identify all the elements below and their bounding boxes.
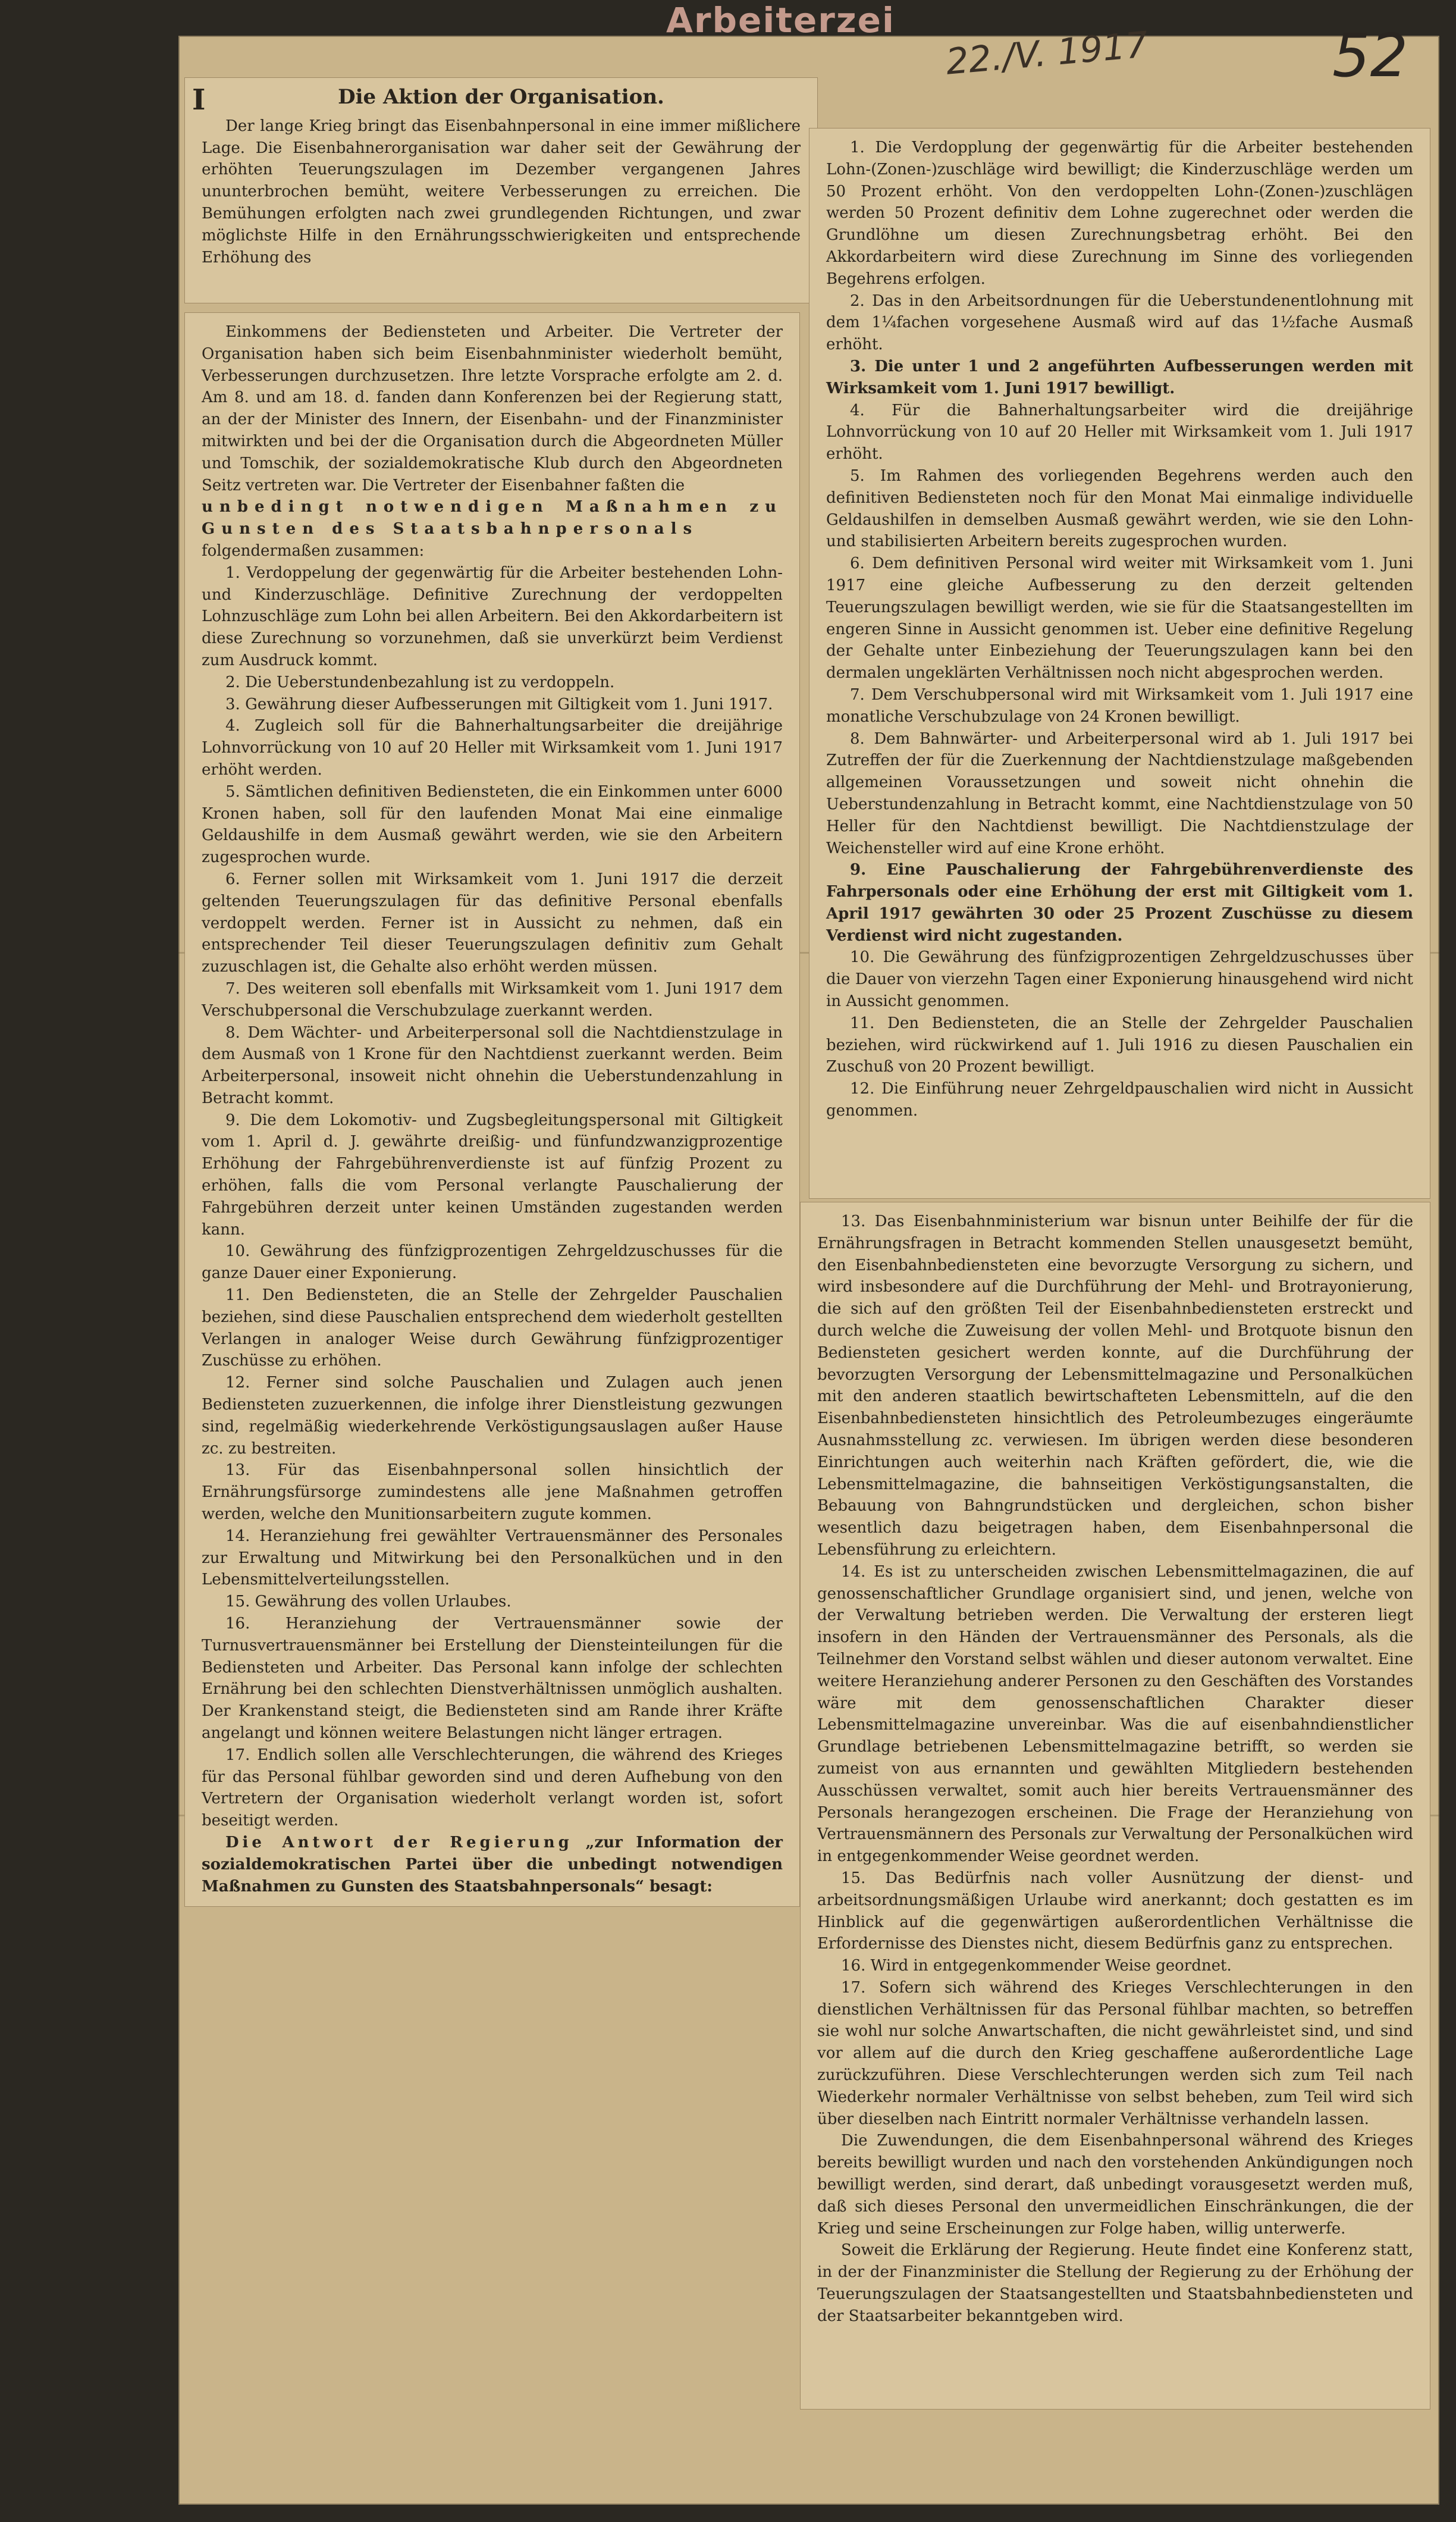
response-item: 14. Es ist zu unterscheiden zwischen Lebensmittelmagazinen, die auf genossenschaftlicher Grundlage organisiert sind, und jenen, welche von der Verwaltung betrieben werden. Die Verwaltung der ersteren liegt insofern in den Händen der Vertrauensmänner des Personals, als die Teilnehmer den Vorstand selbst wählen und dieser autonom verwaltet. Eine weitere Heranziehung anderer Personen zu den Geschäften des Vorstandes wäre mit dem genossenschaftlichen Charakter dieser Lebensmittelmagazine unvereinbar. Was die auf eisenbahndienstlicher Grundlage betriebenen Lebensmittelmagazine betrifft, so werden sie zumeist von aus ernannten und gewählten Mitgliedern bestehenden Ausschüssen verwaltet, somit auch hier bereits Vertrauensmänner des Personals herangezogen erscheinen. Die Frage der Heranziehung von Vertrauensmännern des Personals zur Verwaltung der Personalküchen wird in entgegenkommender Weise geordnet werden. — [817, 1562, 1413, 1866]
demand-item: 16. Heranziehung der Vertrauensmänner sowie der Turnusvertrauensmänner bei Erstellung der Diensteinteilungen für die Bediensteten und Arbeiter. Das Personal kann infolge der schlechten Ernährung bei den schlechten Dienstverhältnissen unmöglich aushalten. Der Krankenstand steigt, die Bediensteten sind am Rande ihrer Kräfte angelangt und können weitere Belastungen nicht länger ertragen. — [202, 1615, 783, 1742]
response-lead-tail: „zur Information der sozialdemokratischen Partei über die unbedingt notwendigen Maßnahmen zu Gunsten des Staatsbahnpersonals“ besagt: — [202, 1833, 783, 1896]
response-item: 9. Eine Pauschalierung der Fahrgebührenverdienste des Fahrpersonals oder eine Erhöhung der erst mit Giltigkeit vom 1. April 1917 gewährten 30 oder 25 Prozent Zuschüsse zu diesem Verdienst wird nicht zugestanden. — [826, 861, 1413, 945]
demand-item: 7. Des weiteren soll ebenfalls mit Wirksamkeit vom 1. Juni 1917 dem Verschubpersonal die Verschubzulage zuerkannt werden. — [202, 979, 783, 1020]
demand-item: 15. Gewährung des vollen Urlaubes. — [225, 1593, 512, 1611]
response-item: 4. Für die Bahnerhaltungsarbeiter wird die dreijährige Lohnvorrückung von 10 auf 20 Heller mit Wirksamkeit vom 1. Juli 1917 erhöht. — [826, 401, 1413, 463]
response-item: 8. Dem Bahnwärter- und Arbeiterpersonal wird ab 1. Juli 1917 bei Zutreffen der für die Zuerkennung der Nachtdienstzulage maßgebenden allgemeinen Voraussetzungen und soweit nicht ohnehin die Ueberstundenzahlung in Betracht kommt, eine Nachtdienstzulage von 50 Heller für den Nachtdienst bewilligt. Die Nachtdienstzulage der Weichensteller wird auf eine Krone erhöht. — [826, 729, 1413, 857]
response-item: 11. Den Bediensteten, die an Stelle der Zehrgelder Pauschalien beziehen, wird rückwirkend auf 1. Juli 1916 zu diesen Pauschalien ein Zuschuß von 20 Prozent bewilligt. — [826, 1014, 1413, 1076]
response-item: 16. Wird in entgegenkommender Weise geordnet. — [841, 1957, 1232, 1975]
demand-item: 12. Ferner sind solche Pauschalien und Zulagen auch jenen Bediensteten zuzuerkennen, die infolge ihrer Dienstleistung gezwungen sind, regelmäßig wiederkehrende Verköstigungsauslagen außer Hause zc. zu bestreiten. — [202, 1374, 783, 1458]
demand-item: 3. Gewährung dieser Aufbesserungen mit Giltigkeit vom 1. Juni 1917. — [225, 695, 773, 713]
clipping-demands — [184, 312, 800, 1907]
demand-item: 5. Sämtlichen definitiven Bediensteten, die ein Einkommen unter 6000 Kronen haben, soll für den laufenden Monat Mai eine einmalige Geldaushilfe in dem Ausmaß gewährt werden, wie sie den Arbeitern zugesprochen wurde. — [202, 782, 783, 867]
response-item: 5. Im Rahmen des vorliegenden Begehrens werden auch den definitiven Bediensteten noch für den Monat Mai einmalige individuelle Geldaushilfen in demselben Ausmaß gewährt werden, wie sie den Lohn- und stabilisierten Arbeitern bereits zugesprochen wurden. — [826, 466, 1413, 551]
response-item: 1. Die Verdopplung der gegenwärtig für die Arbeiter bestehenden Lohn-(Zonen-)zuschläge wird bewilligt; die Kinderzuschläge werden um 50 Prozent erhöht. Von den verdoppelten Lohn-(Zonen-)zuschlägen werden 50 Prozent definitiv dem Lohne zugerechnet oder werden die Grundlöhne um diesen Zurechnungsbetrag erhöht. Bei den Akkordarbeitern wird diese Zurechnung im Sinne des vorliegenden Begehrens erfolgen. — [826, 139, 1413, 288]
page-number: 52 — [1332, 21, 1408, 90]
response-item: 10. Die Gewährung des fünfzigprozentigen Zehrgeldzuschusses über die Dauer von vierzehn Tagen einer Exponierung hinausgehend wird nicht in Aussicht genommen. — [826, 948, 1413, 1011]
demands-intro: Einkommens der Bediensteten und Arbeiter. Die Vertreter der Organisation haben sich beim Eisenbahnminister wiederholt bemüht, Verbesserungen durchzusetzen. Ihre letzte Vorsprache erfolgte am 2. d. Am 8. und am 18. d. fanden dann Konferenzen bei der Regierung statt, an der der Minister des Innern, der Eisenbahn- und der Finanzminister mitwirkten und bei der die Organisation durch die Abgeordneten Müller und Tomschik, der sozialdemokratische Klub durch den Abgeordneten Seitz vertreten war. Die Vertreter der Eisenbahner faßten die — [202, 323, 783, 494]
handwritten-date: 22./V. 1917 — [944, 24, 1150, 83]
demand-item: 2. Die Ueberstundenbezahlung ist zu verdoppeln. — [225, 673, 615, 691]
response-item: 6. Dem definitiven Personal wird weiter mit Wirksamkeit vom 1. Juni 1917 eine gleiche Aufbesserung zu den derzeit geltenden Teuerungszulagen bewilligt werden, wie sie für die Staatsangestellten im engeren Sinne in Aussicht genommen ist. Ueber eine definitive Regelung der Gehalte unter Einbeziehung der Teuerungszulagen kann bei den dermalen ungeklärten Verhältnissen noch nicht abgesprochen werden. — [826, 554, 1413, 682]
response-item: 17. Sofern sich während des Krieges Verschlechterungen in den dienstlichen Verhältnissen für das Personal fühlbar machten, so betreffen sie wohl nur solche Anwartschaften, die nicht gewährleistet sind, und sind vor allem auf die durch den Krieg geschaffene außerordentliche Lage zurückzuführen. Diese Verschlechterungen werden sich zum Teil nach Wiederkehr normaler Verhältnisse von selbst beheben, zum Teil wird sich über dieselben nach Eintritt normaler Verhältnisse verhandeln lassen. — [817, 1978, 1413, 2128]
intro-paragraph: Der lange Krieg bringt das Eisenbahnpersonal in eine immer mißlichere Lage. Die Eisenbahnerorganisation war daher seit der Gewährung der erhöhten Teuerungszulagen im Dezember vergangenen Jahres ununterbrochen bemüht, weitere Verbesserungen zu erreichen. Die Bemühungen erfolgten nach zwei grundlegenden Richtungen, und zwar möglichste Hilfe in den Ernährungsschwierigkeiten und entsprechende Erhöhung des — [202, 117, 801, 267]
demand-item: 13. Für das Eisenbahnpersonal sollen hinsichtlich der Ernährungsfürsorge zumindestens alle jene Maßnahmen getroffen werden, welche den Munitionsarbeitern zugute kommen. — [202, 1461, 783, 1524]
demand-item: 1. Verdoppelung der gegenwärtig für die Arbeiter bestehenden Lohn- und Kinderzuschläge. Definitive Zurechnung der verdoppelten Lohnzuschläge zum Lohn bei allen Arbeitern. Bei den Akkordarbeitern ist diese Zurechnung so vorzunehmen, daß sie unverkürzt beim Verdienst zum Ausdruck kommt. — [202, 563, 783, 669]
demand-item: 14. Heranziehung frei gewählter Vertrauensmänner des Personales zur Erwaltung und Mitwirkung bei den Personalküchen und in den Lebensmittelverteilungsstellen. — [202, 1527, 783, 1589]
margin-mark: I — [192, 83, 206, 117]
response-item: 7. Dem Verschubpersonal wird mit Wirksamkeit vom 1. Juli 1917 eine monatliche Verschubzulage von 24 Kronen bewilligt. — [826, 685, 1413, 726]
demand-item: 10. Gewährung des fünfzigprozentigen Zehrgeldzuschusses für die ganze Dauer einer Exponierung. — [202, 1242, 783, 1283]
demand-item: 11. Den Bediensteten, die an Stelle der Zehrgelder Pauschalien beziehen, sind diese Pauschalien entsprechend dem wiederholt gestellten Verlangen in analoger Weise durch Gewährung fünfzigprozentiger Zuschüsse zu erhöhen. — [202, 1286, 783, 1370]
response-item: 13. Das Eisenbahnministerium war bisnun unter Beihilfe der für die Ernährungsfragen in Betracht kommenden Stellen unausgesetzt bemüht, den Eisenbahnbediensteten eine bevorzugte Versorgung zu sichern, und wird insbesondere auf die Durchführung der Mehl- und Brotrayonierung, die sich auf den größten Teil der Eisenbahnbediensteten erstreckt und durch welche die Zuweisung der vollen Mehl- und Brotquote bisnun den Bediensteten gesichert werden konnte, auf die Durchführung der bevorzugten Versorgung der Lebensmittelmagazine und Personalküchen mit den anderen staatlich bewirtschafteten Lebensmitteln, auf die den Eisenbahnbediensteten hinsichtlich des Petroleumbezuges eingeräumte Ausnahmsstellung zc. verwiesen. Im übrigen werden diese besonderen Einrichtungen auch weiterhin nach Kräften gefördert, die, wie die Lebensmittelmagazine, die bahnseitigen Verköstigungsanstalten, die Bebauung von Bahngrundstücken und dergleichen, schon bisher wesentlich dazu beigetragen haben, dem Eisenbahnpersonal die Lebensführung zu erleichtern. — [817, 1213, 1413, 1559]
newspaper-stamp: Arbeiterzei — [666, 0, 895, 40]
demand-item: 6. Ferner sollen mit Wirksamkeit vom 1. Juni 1917 die derzeit geltenden Teuerungszulagen für das definitive Personal ebenfalls verdoppelt werden. Ferner ist in Aussicht zu nehmen, daß ein entsprechender Teil dieser Teuerungszulagen definitiv zum Gehalt zuzuschlagen ist, die Gehalte also erhöht werden müssen. — [202, 870, 783, 976]
article-title: Die Aktion der Organisation. — [338, 85, 664, 109]
response-item: 12. Die Einführung neuer Zehrgeldpauschalien wird nicht in Aussicht genommen. — [826, 1080, 1413, 1120]
demands-heading-tail: folgendermaßen zusammen: — [202, 541, 425, 560]
closing-paragraph: Die Zuwendungen, die dem Eisenbahnpersonal während des Krieges bereits bewilligt wurden und nach den vorstehenden Ankündigungen noch bewilligt werden, sind derart, daß unbedingt vorausgesetzt werden muß, daß sich dieses Personal den unvermeidlichen Einschränkungen, die der Krieg und seine Erscheinungen zur Folge haben, willig unterwerfe. — [817, 2132, 1413, 2238]
response-item: 3. Die unter 1 und 2 angeführten Aufbesserungen werden mit Wirksamkeit vom 1. Juni 1917 bewilligt. — [826, 357, 1413, 397]
demand-item: 17. Endlich sollen alle Verschlechterungen, die während des Krieges für das Personal fühlbar geworden sind und deren Aufhebung von den Vertretern der Organisation wiederholt verlangt worden ist, sofort beseitigt werden. — [202, 1746, 783, 1830]
response-item: 15. Das Bedürfnis nach voller Ausnützung der dienst- und arbeitsordnungsmäßigen Urlaube wird anerkannt; doch gestatten es im Hinblick auf die gegenwärtigen außerordentlichen Verhältnisse die Erfordernisse des Dienstes nicht, diesem Bedürfnis ganz zu entsprechen. — [817, 1869, 1413, 1953]
demand-item: 8. Dem Wächter- und Arbeiterpersonal soll die Nachtdienstzulage in dem Ausmaß von 1 Krone für den Nachtdienst zuerkannt werden. Beim Arbeiterpersonal, insoweit nicht ohnehin die Ueberstundenzahlung in Betracht kommt. — [202, 1023, 783, 1107]
response-item: 2. Das in den Arbeitsordnungen für die Ueberstundenentlohnung mit dem 1¼fachen vorgesehene Ausmaß wird auf das 1½fache Ausmaß erhöht. — [826, 292, 1413, 354]
clipping-intro — [184, 77, 818, 303]
demand-item: 4. Zugleich soll für die Bahnerhaltungsarbeiter die dreijährige Lohnvorrückung von 10 auf 20 Heller mit Wirksamkeit vom 1. Juni 1917 erhöht werden. — [202, 717, 783, 779]
response-intro — [202, 1832, 783, 1897]
closing-paragraph: Soweit die Erklärung der Regierung. Heute findet eine Konferenz statt, in der der Finanzminister die Stellung der Regierung zu der Erhöhung der Teuerungszulagen der Staatsangestellten und Staatsbahnbediensteten und der Staatsarbeiter bekanntgeben wird. — [817, 2241, 1413, 2325]
clipping-response-1 — [809, 128, 1430, 1199]
demand-item: 9. Die dem Lokomotiv- und Zugsbegleitungspersonal mit Giltigkeit vom 1. April d. J. gewährte dreißig- und fünfundzwanzigprozentige Erhöhung der Fahrgebührenverdienste ist auf fünfzig Prozent zu erhöhen, falls die vom Personal verlangte Pauschalierung der Fahrgebühren derzeit unter keinen Umständen zugestanden werden kann. — [202, 1111, 783, 1239]
response-lead: Die Antwort der Regierung — [225, 1833, 573, 1851]
clipping-response-2 — [800, 1202, 1430, 2410]
demands-heading: unbedingt notwendigen Maßnahmen zu Gunsten des Staatsbahnpersonals — [202, 498, 783, 538]
